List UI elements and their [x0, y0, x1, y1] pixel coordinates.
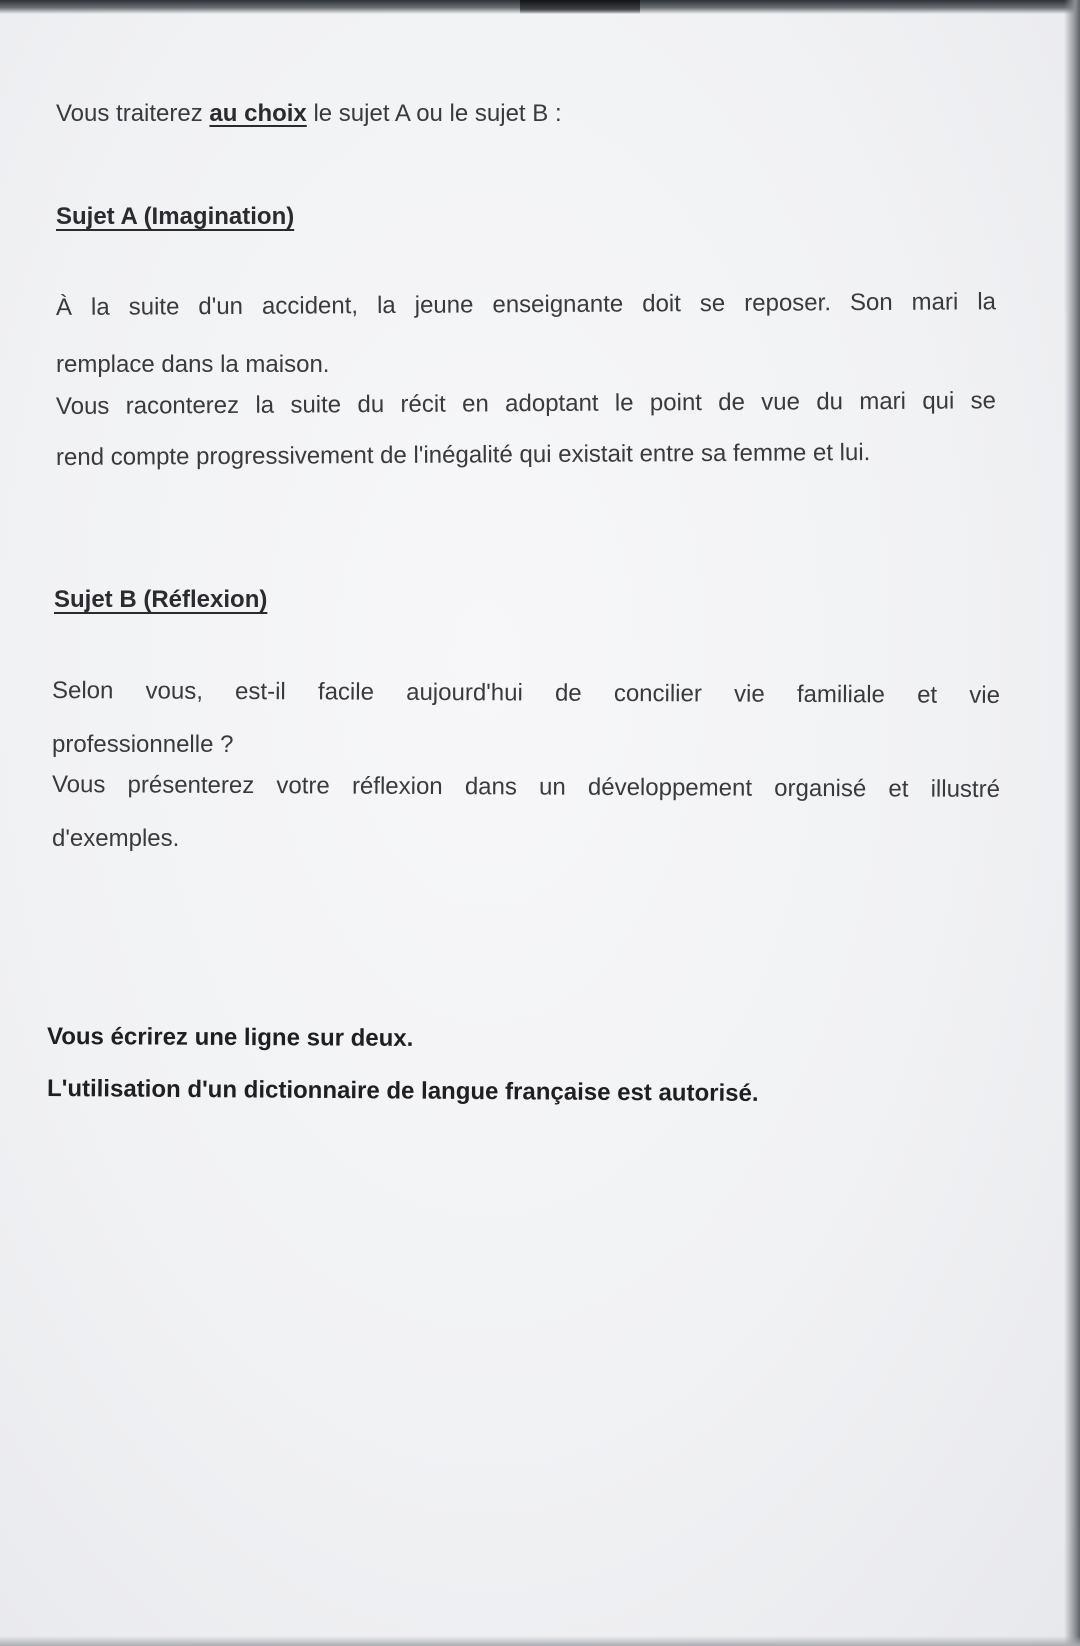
sujet-a-line-2: remplace dans la maison. — [56, 351, 330, 378]
sujet-b-line-3: Vous présenterez votre réflexion dans un développement organisé et illustré — [51, 771, 1001, 803]
sujet-b-line-2: professionnelle ? — [52, 731, 234, 758]
instruction-line-1: Vous écrirez une ligne sur deux. — [46, 1023, 414, 1052]
sujet-b-heading: Sujet B (Réflexion) — [54, 586, 268, 613]
top-shadow-patch — [520, 0, 640, 14]
intro-emphasis: au choix — [209, 100, 307, 127]
sujet-a-line-1: À la suite d'un accident, la jeune enseignante doit se reposer. Son mari la — [55, 288, 997, 321]
bottom-edge-shadow — [0, 1636, 1080, 1646]
instruction-line-2: L'utilisation d'un dictionnaire de langue française est autorisé. — [46, 1075, 759, 1107]
intro-line — [56, 98, 562, 129]
sujet-a-line-3: Vous raconterez la suite du récit en adoptant le point de vue du mari qui se — [55, 387, 997, 420]
sujet-a-line-4: rend compte progressivement de l'inégalité qui existait entre sa femme et lui. — [55, 439, 871, 471]
sujet-b-line-1: Selon vous, est-il facile aujourd'hui de concilier vie familiale et vie — [51, 677, 1001, 709]
intro-suffix: le sujet A ou le sujet B : — [306, 100, 562, 127]
top-shadow — [0, 0, 1080, 14]
intro-prefix: Vous traiterez — [56, 100, 210, 127]
right-edge-shadow — [1064, 0, 1080, 1646]
sujet-a-heading: Sujet A (Imagination) — [56, 203, 295, 230]
sujet-b-line-4: d'exemples. — [52, 825, 180, 852]
